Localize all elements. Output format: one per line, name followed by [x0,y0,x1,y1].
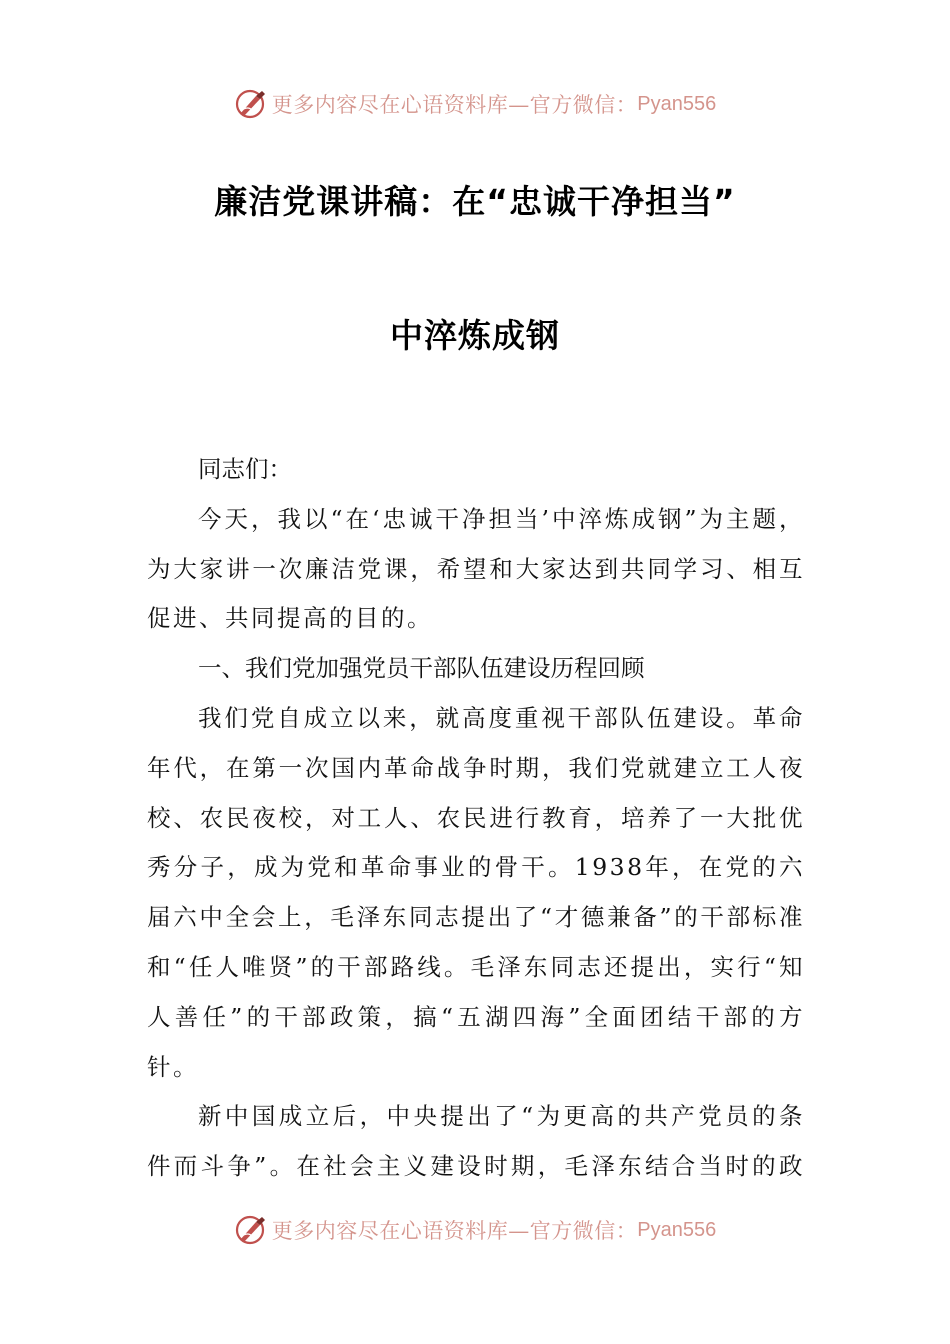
watermark-text: 更多内容尽在心语资料库—官方微信： [271,1219,638,1243]
document-body [147,445,805,1192]
intro-paragraph: 今天，我以“在‘忠诚干净担当’中淬炼成钢”为主题，为大家讲一次廉洁党课，希望和大家达到共同学习、相互促进、共同提高的目的。 [147,504,805,633]
watermark-footer [0,1212,950,1248]
greeting-paragraph: 同志们： [198,455,292,483]
new-china-paragraph: 新中国成立后，中央提出了“为更高的共产党员的条件而斗争”。在社会主义建设时期，毛泽东结合当时的政 [147,1102,805,1181]
section-heading: 一、我们党加强党员干部队伍建设历程回顾 [198,654,645,683]
watermark-wechat-id: Pyan556 [637,92,717,115]
document-title-line-2: 中淬炼成钢 [390,316,560,355]
watermark-header [0,86,950,122]
watermark-text: 更多内容尽在心语资料库—官方微信： [271,93,638,117]
history-paragraph: 我们党自成立以来，就高度重视干部队伍建设。革命年代，在第一次国内革命战争时期，我们党就建立工人夜校、农民夜校，对工人、农民进行教育，培养了一大批优秀分子，成为党和革命事业的骨干。1938年，在党的六届六中全会上，毛泽东同志提出了“才德兼备”的干部标准和“任人唯贤”的干部路线。毛泽东同志还提出，实行“知人善任”的干部政策，搞“五湖四海”全面团结干部的方针。 [147,703,805,1081]
watermark-wechat-id: Pyan556 [637,1218,717,1241]
pen-logo-icon [234,88,268,120]
document-title-line-1: 廉洁党课讲稿：在“忠诚干净担当” [214,182,736,221]
pen-logo-icon [234,1214,268,1246]
